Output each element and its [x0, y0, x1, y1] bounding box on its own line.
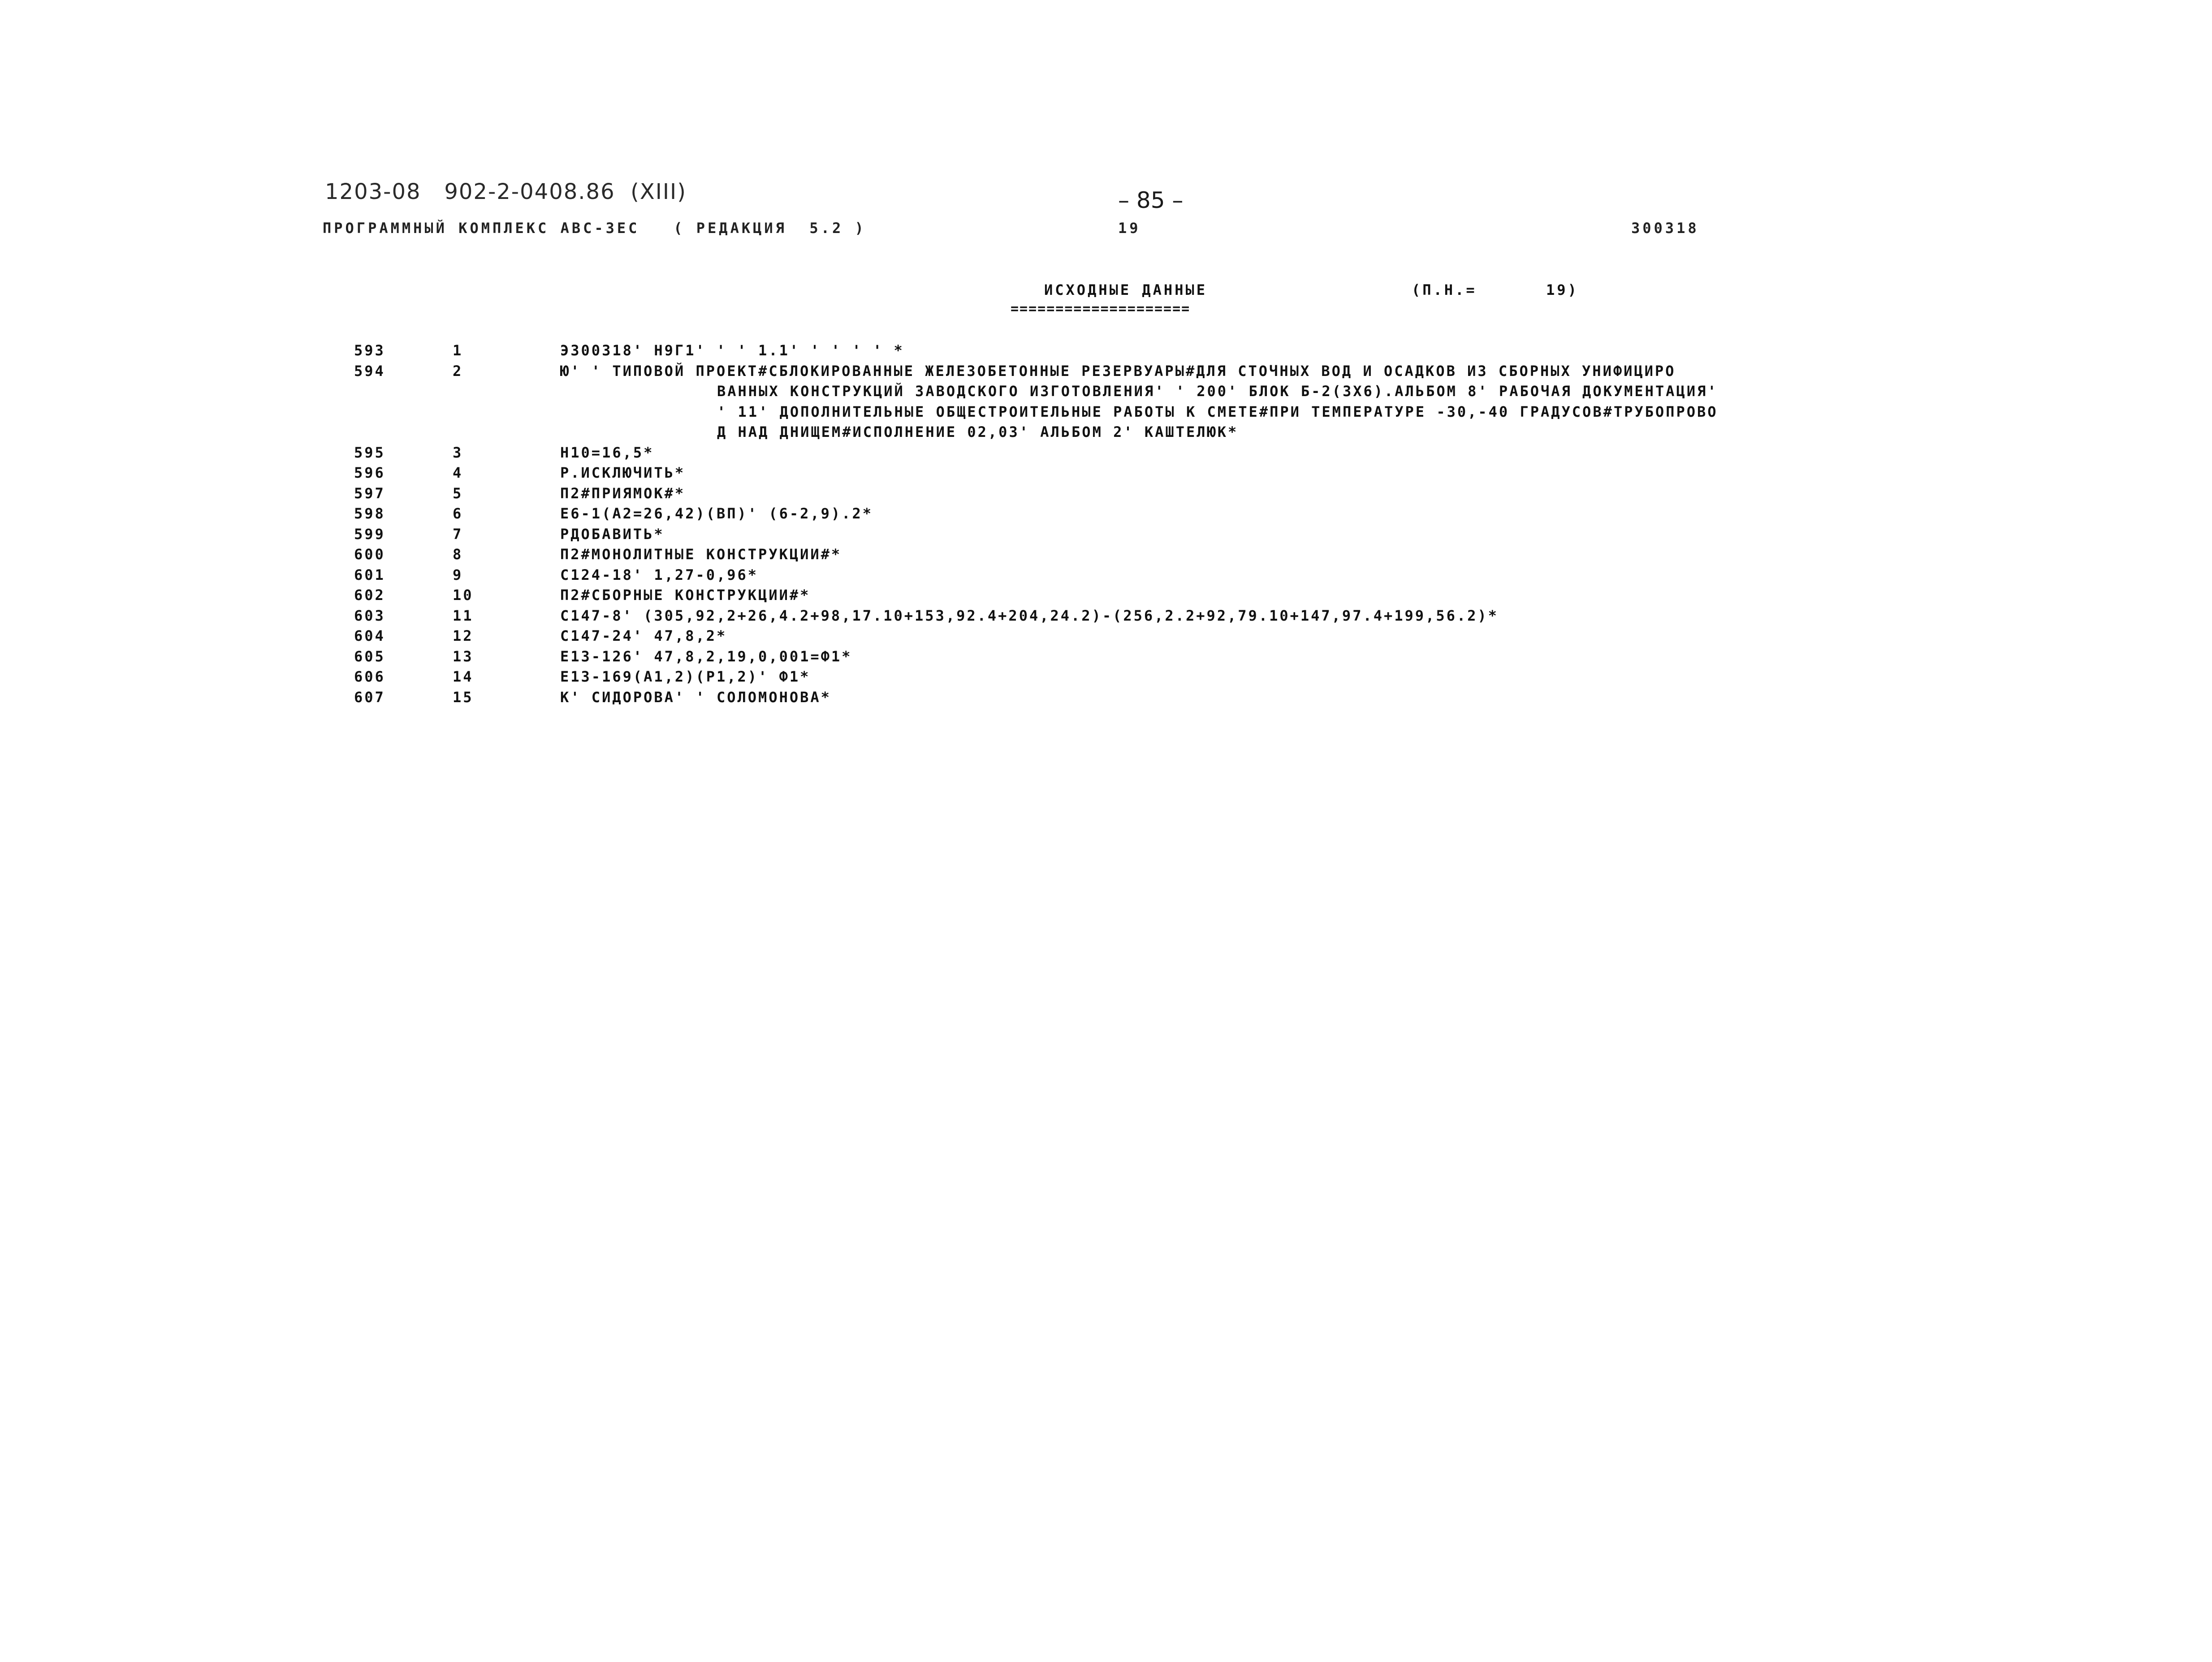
line-number: 606: [354, 668, 385, 685]
record-index: 1: [453, 342, 463, 359]
record-text: [560, 667, 1923, 687]
listing-row: [354, 687, 1923, 708]
record-index: 14: [453, 668, 474, 685]
record-text: [560, 544, 1923, 565]
record-text: [560, 504, 1923, 524]
record-text: [560, 463, 1923, 483]
listing-row: [354, 443, 1923, 463]
record-line: РДОБАВИТЬ*: [560, 525, 665, 543]
record-text: [560, 687, 1923, 708]
record-text: [560, 341, 1923, 361]
section-title: ИСХОДНЫЕ ДАННЫЕ: [1044, 281, 1207, 298]
program-name: ПРОГРАММНЫЙ КОМПЛЕКС АВС-3ЕС ( РЕДАКЦИЯ 5.2 ): [323, 220, 866, 237]
record-index: 15: [453, 688, 474, 706]
sheet-number: 19: [1118, 220, 1141, 237]
page-number: – 85 –: [1118, 187, 1184, 213]
line-number: 594: [354, 362, 385, 380]
line-number: 598: [354, 505, 385, 522]
line-number: 602: [354, 587, 385, 604]
listing-row: [354, 626, 1923, 647]
record-line: Е13-126' 47,8,2,19,0,001=Ф1*: [560, 648, 852, 665]
record-index: 3: [453, 444, 463, 461]
record-index: 11: [453, 607, 474, 624]
record-index: 6: [453, 505, 463, 522]
listing-row: [354, 585, 1923, 606]
record-line: Э300318' Н9Г1' ' ' 1.1' ' ' ' ' *: [560, 342, 904, 359]
record-text: [560, 443, 1923, 463]
record-continuation-line: Д НАД ДНИЩЕМ#ИСПОЛНЕНИЕ 02,03' АЛЬБОМ 2' КАШТЕЛЮК*: [717, 423, 1239, 440]
record-line: С147-24' 47,8,2*: [560, 627, 727, 644]
line-number: 595: [354, 444, 385, 461]
line-number: 603: [354, 607, 385, 624]
record-text: [560, 626, 1923, 647]
section-param-label: (П.Н.=: [1412, 281, 1477, 298]
line-number: 600: [354, 546, 385, 563]
listing-row: [354, 544, 1923, 565]
line-number: 604: [354, 627, 385, 644]
record-index: 7: [453, 525, 463, 543]
data-listing: [354, 341, 1923, 708]
record-text: [560, 585, 1923, 606]
record-text: [560, 565, 1923, 586]
listing-row: [354, 361, 1923, 443]
record-index: 2: [453, 362, 463, 380]
line-number: 605: [354, 648, 385, 665]
listing-row: [354, 667, 1923, 687]
record-line: С147-8' (305,92,2+26,4.2+98,17.10+153,92.4+204,24.2)-(256,2.2+92,79.10+147,97.4+199,56.2)*: [560, 607, 1499, 624]
record-index: 9: [453, 566, 463, 583]
record-line: П2#МОНОЛИТНЫЕ КОНСТРУКЦИИ#*: [560, 546, 842, 563]
record-line: Р.ИСКЛЮЧИТЬ*: [560, 464, 686, 481]
record-line: П2#ПРИЯМОК#*: [560, 484, 686, 502]
estimate-code: 300318: [1631, 220, 1699, 237]
record-text: [560, 606, 1923, 626]
record-index: 8: [453, 546, 463, 563]
line-number: 596: [354, 464, 385, 481]
listing-row: [354, 647, 1923, 667]
line-number: 601: [354, 566, 385, 583]
record-continuation-line: ' 11' ДОПОЛНИТЕЛЬНЫЕ ОБЩЕСТРОИТЕЛЬНЫЕ РАБОТЫ К СМЕТЕ#ПРИ ТЕМПЕРАТУРЕ -30,-40 ГРАДУСОВ#ТРУБОПРОВО: [717, 403, 1718, 420]
listing-row: [354, 341, 1923, 361]
record-index: 12: [453, 627, 474, 644]
record-line: П2#СБОРНЫЕ КОНСТРУКЦИИ#*: [560, 587, 811, 604]
record-text: [560, 361, 1923, 443]
section-param-value: 19): [1546, 281, 1579, 298]
record-index: 13: [453, 648, 474, 665]
record-continuation-line: ВАННЫХ КОНСТРУКЦИЙ ЗАВОДСКОГО ИЗГОТОВЛЕНИЯ' ' 200' БЛОК Б-2(3Х6).АЛЬБОМ 8' РАБОЧАЯ ДОКУМЕНТАЦИЯ': [717, 383, 1718, 400]
record-index: 5: [453, 484, 463, 502]
record-line: С124-18' 1,27-0,96*: [560, 566, 759, 583]
record-line: Е6-1(А2=26,42)(ВП)' (6-2,9).2*: [560, 505, 873, 522]
record-text: [560, 647, 1923, 667]
listing-row: [354, 606, 1923, 626]
listing-row: [354, 463, 1923, 483]
line-number: 599: [354, 525, 385, 543]
record-text: [560, 483, 1923, 504]
listing-row: [354, 565, 1923, 586]
record-line: Е13-169(А1,2)(Р1,2)' Ф1*: [560, 668, 811, 685]
line-number: 593: [354, 342, 385, 359]
line-number: 607: [354, 688, 385, 706]
record-line: Н10=16,5*: [560, 444, 654, 461]
listing-row: [354, 524, 1923, 545]
record-index: 10: [453, 587, 474, 604]
record-line: К' СИДОРОВА' ' СОЛОМОНОВА*: [560, 688, 831, 706]
record-text: [560, 524, 1923, 545]
listing-row: [354, 483, 1923, 504]
document-code: 1203-08 902-2-0408.86 (XIII): [325, 179, 687, 204]
section-underline: ====================: [1011, 301, 1191, 317]
record-line: Ю' ' ТИПОВОЙ ПРОЕКТ#СБЛОКИРОВАННЫЕ ЖЕЛЕЗОБЕТОННЫЕ РЕЗЕРВУАРЫ#ДЛЯ СТОЧНЫХ ВОД И ОСАДКОВ ИЗ СБОРНЫХ УНИФИЦИРО: [560, 362, 1676, 380]
listing-row: [354, 504, 1923, 524]
line-number: 597: [354, 484, 385, 502]
record-index: 4: [453, 464, 463, 481]
